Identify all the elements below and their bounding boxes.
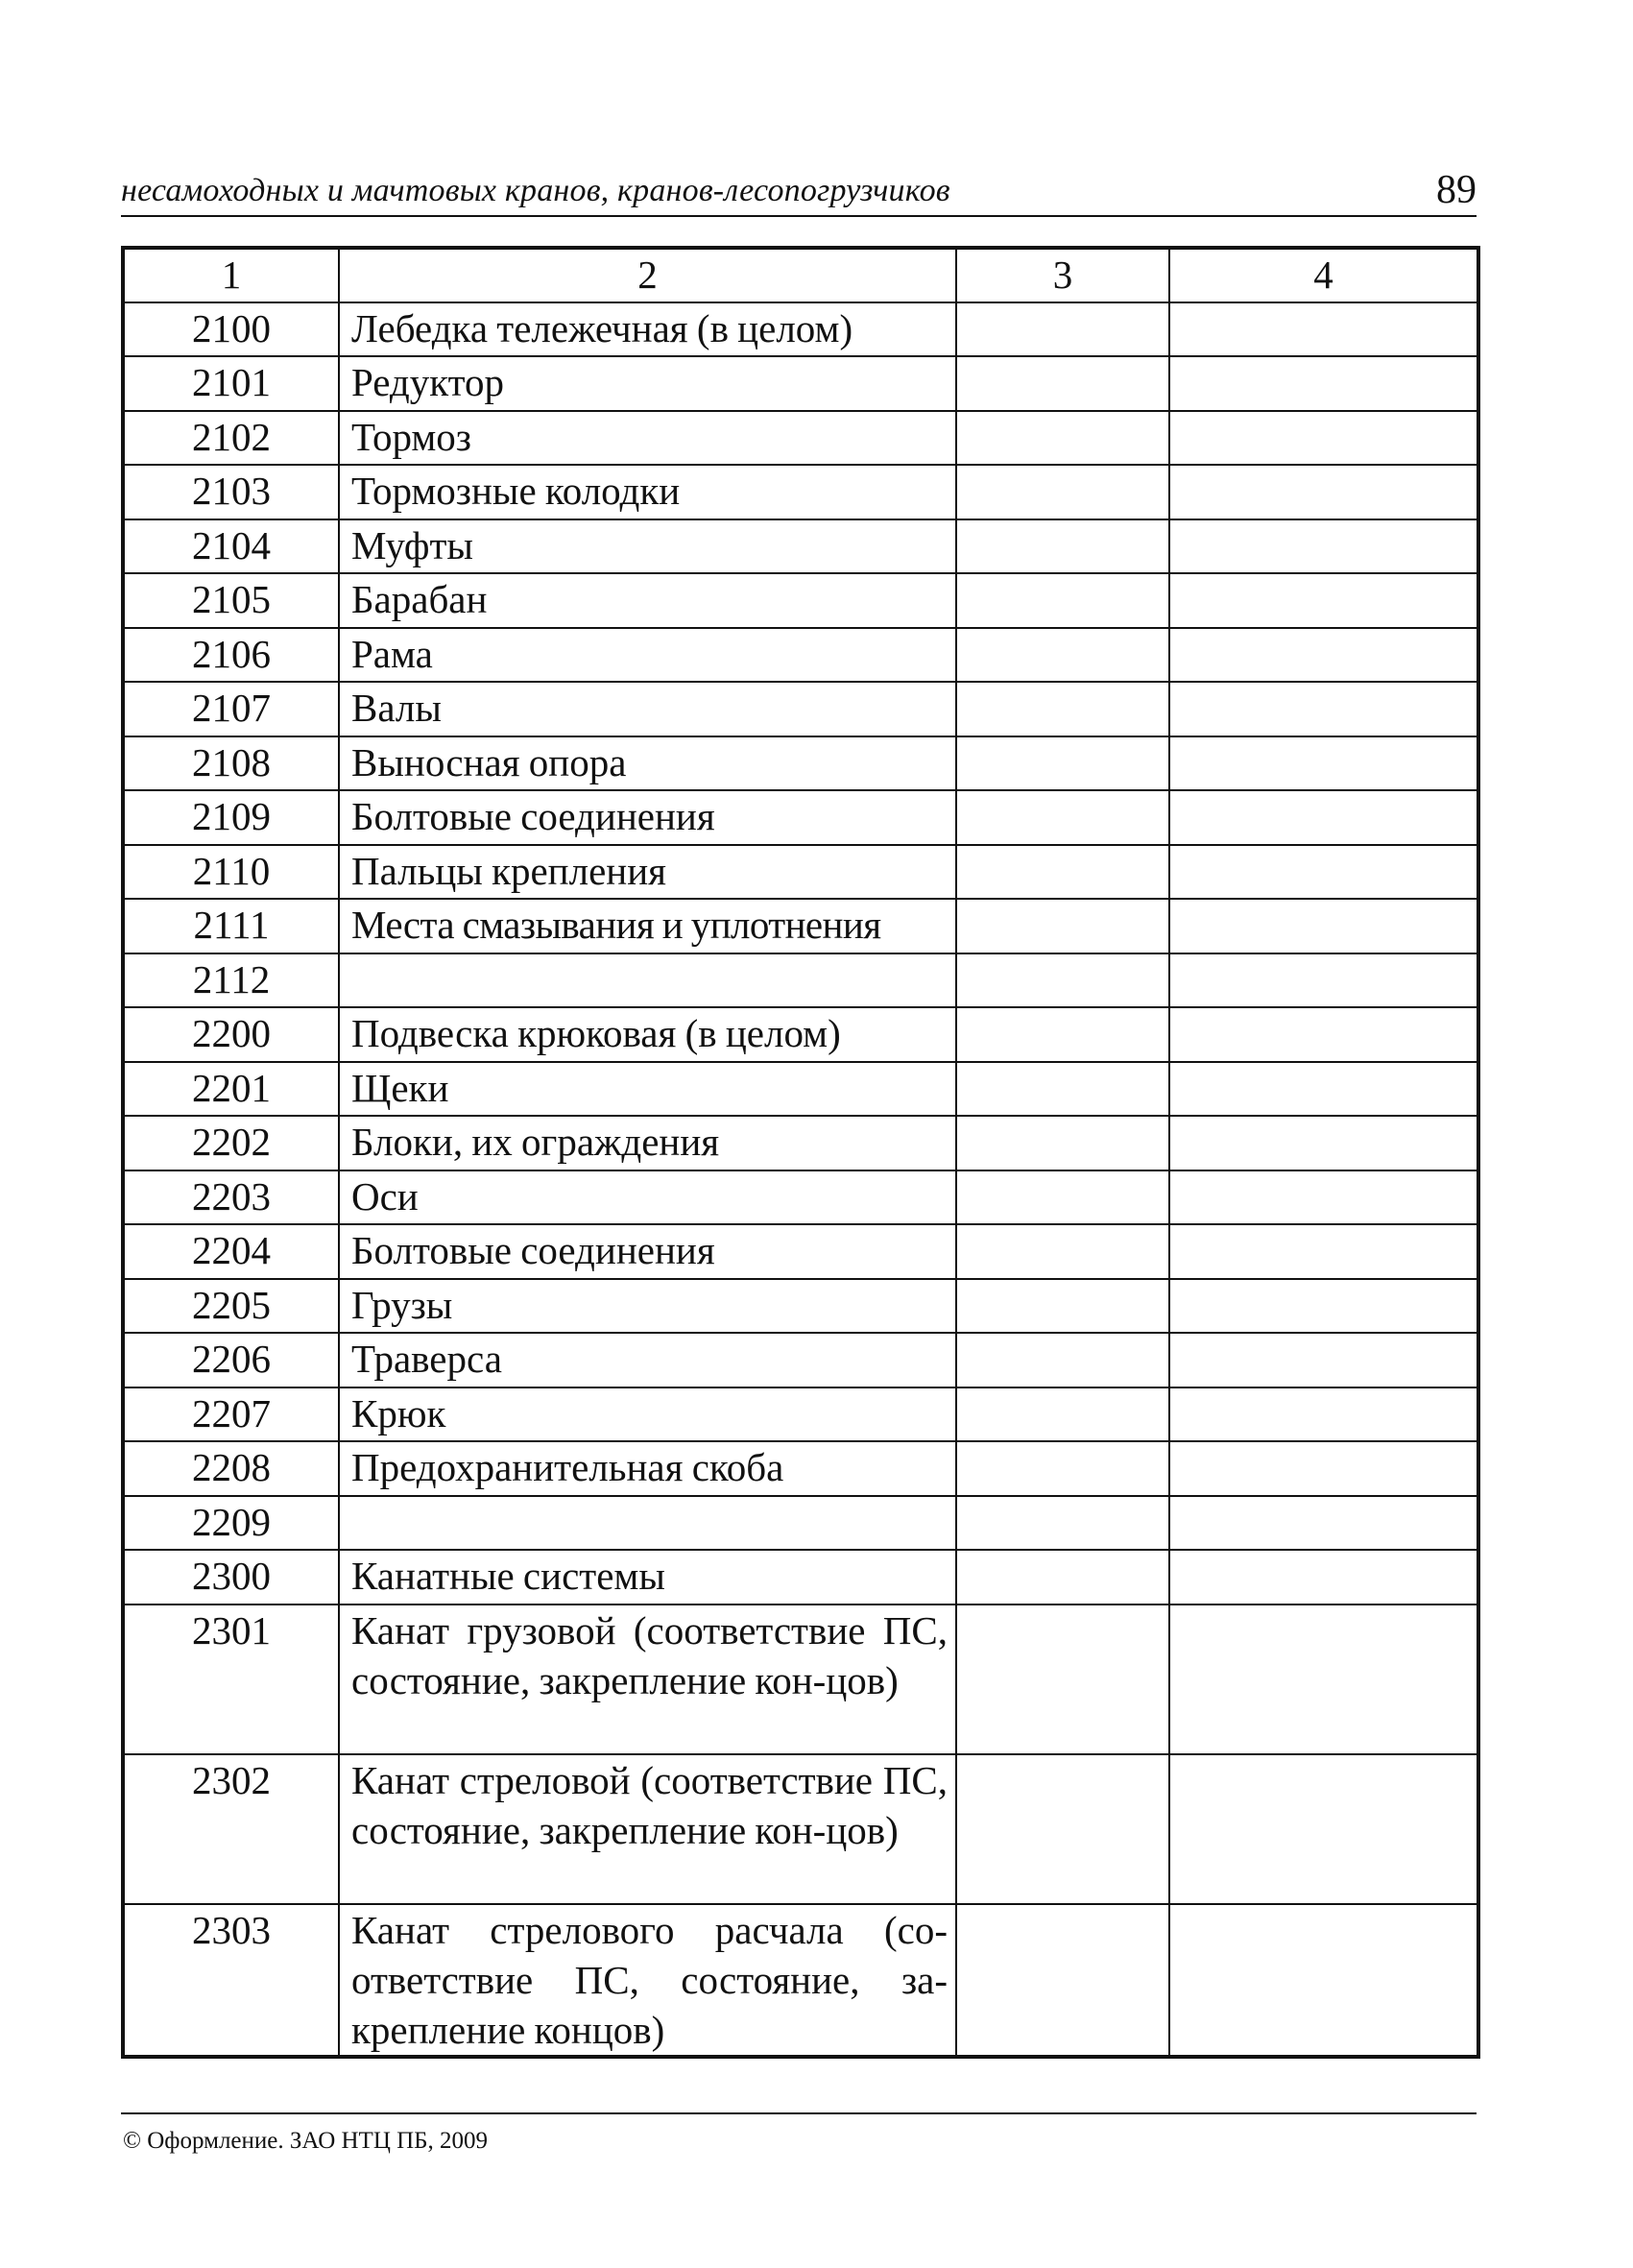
row-code: 2102 [123,411,339,466]
row-col3 [956,953,1169,1008]
row-col4 [1169,1604,1478,1754]
table-row [123,1904,1478,2057]
row-col3 [956,1279,1169,1334]
row-col4 [1169,1754,1478,1904]
table-row [123,845,1478,900]
table-row [123,1441,1478,1496]
row-col4 [1169,356,1478,411]
row-col3 [956,736,1169,791]
row-col4 [1169,573,1478,628]
row-name: Грузы [339,1279,956,1334]
row-code: 2111 [123,899,339,953]
row-name: Валы [339,682,956,736]
table-row [123,1333,1478,1387]
table-row [123,302,1478,357]
row-code: 2208 [123,1441,339,1496]
row-col4 [1169,411,1478,466]
row-col3 [956,1170,1169,1225]
table-row [123,1550,1478,1604]
row-name: Редуктор [339,356,956,411]
column-header-1: 1 [123,248,339,302]
row-code: 2108 [123,736,339,791]
row-name: Тормоз [339,411,956,466]
row-col4 [1169,953,1478,1008]
row-col3 [956,682,1169,736]
table-row [123,1279,1478,1334]
row-name: Крюк [339,1387,956,1442]
row-name: Канат грузовой (соответствие ПС, состояние, закрепление кон-цов) [339,1604,956,1754]
row-name: Места смазывания и уплотнения [339,899,956,953]
row-code: 2204 [123,1224,339,1279]
table-row [123,1387,1478,1442]
row-col4 [1169,682,1478,736]
row-col3 [956,1550,1169,1604]
row-col3 [956,1062,1169,1117]
row-col3 [956,790,1169,845]
row-col3 [956,519,1169,574]
table-row [123,465,1478,519]
row-name [339,1496,956,1551]
row-col3 [956,1604,1169,1754]
table-header-row [123,248,1478,302]
footer-copyright: © Оформление. ЗАО НТЦ ПБ, 2009 [123,2128,489,2154]
row-name: Канат стрелового расчала (со-ответствие ПС, состояние, за-крепление концов) [339,1904,956,2057]
row-code: 2105 [123,573,339,628]
row-col3 [956,1333,1169,1387]
row-col4 [1169,1496,1478,1551]
row-col4 [1169,736,1478,791]
row-code: 2201 [123,1062,339,1117]
row-code: 2203 [123,1170,339,1225]
row-code: 2207 [123,1387,339,1442]
row-name: Муфты [339,519,956,574]
table-row [123,1116,1478,1170]
row-code: 2100 [123,302,339,357]
row-col4 [1169,1170,1478,1225]
row-col3 [956,356,1169,411]
table-row [123,682,1478,736]
row-col3 [956,1904,1169,2057]
row-name: Лебедка тележечная (в целом) [339,302,956,357]
row-name: Рама [339,628,956,683]
table-row [123,736,1478,791]
header-title: несамоходных и мачтовых кранов, кранов-лесопогрузчиков [121,173,950,208]
row-col4 [1169,1116,1478,1170]
row-code: 2106 [123,628,339,683]
row-name: Подвеска крюковая (в целом) [339,1007,956,1062]
row-code: 2202 [123,1116,339,1170]
row-col3 [956,899,1169,953]
page-number: 89 [1436,168,1477,212]
row-code: 2302 [123,1754,339,1904]
row-col4 [1169,790,1478,845]
row-col3 [956,1754,1169,1904]
table-row [123,1496,1478,1551]
table-row [123,573,1478,628]
row-code: 2300 [123,1550,339,1604]
row-code: 2301 [123,1604,339,1754]
table-row [123,953,1478,1008]
row-col3 [956,628,1169,683]
row-name: Траверса [339,1333,956,1387]
row-col4 [1169,465,1478,519]
row-col4 [1169,1279,1478,1334]
row-col3 [956,1007,1169,1062]
row-code: 2101 [123,356,339,411]
row-name: Тормозные колодки [339,465,956,519]
row-col3 [956,1387,1169,1442]
page-header [121,161,1477,217]
row-col4 [1169,1550,1478,1604]
row-col4 [1169,302,1478,357]
row-code: 2206 [123,1333,339,1387]
row-name: Предохранительная скоба [339,1441,956,1496]
table-row [123,519,1478,574]
row-col3 [956,573,1169,628]
row-col3 [956,1224,1169,1279]
row-col4 [1169,899,1478,953]
row-col4 [1169,845,1478,900]
row-col4 [1169,1904,1478,2057]
row-name: Щеки [339,1062,956,1117]
column-header-4: 4 [1169,248,1478,302]
table-row [123,1604,1478,1754]
row-col3 [956,465,1169,519]
row-name [339,953,956,1008]
row-code: 2303 [123,1904,339,2057]
row-name: Выносная опора [339,736,956,791]
row-name: Барабан [339,573,956,628]
table-row [123,1007,1478,1062]
row-code: 2109 [123,790,339,845]
row-name: Оси [339,1170,956,1225]
table-row [123,1062,1478,1117]
row-col3 [956,845,1169,900]
table-row [123,790,1478,845]
row-name: Блоки, их ограждения [339,1116,956,1170]
row-code: 2107 [123,682,339,736]
row-code: 2205 [123,1279,339,1334]
row-code: 2104 [123,519,339,574]
row-code: 2112 [123,953,339,1008]
row-name: Канатные системы [339,1550,956,1604]
row-col4 [1169,1441,1478,1496]
row-code: 2103 [123,465,339,519]
row-col4 [1169,1224,1478,1279]
row-col4 [1169,1387,1478,1442]
page-footer [121,2112,1477,2154]
row-col3 [956,1116,1169,1170]
row-col4 [1169,628,1478,683]
table-row [123,628,1478,683]
inspection-table [121,246,1480,2059]
table-row [123,356,1478,411]
row-col3 [956,302,1169,357]
column-header-3: 3 [956,248,1169,302]
row-name: Болтовые соединения [339,790,956,845]
row-col3 [956,411,1169,466]
row-col4 [1169,1062,1478,1117]
row-col3 [956,1441,1169,1496]
table-row [123,899,1478,953]
row-code: 2209 [123,1496,339,1551]
table-row [123,411,1478,466]
table-row [123,1754,1478,1904]
row-name: Болтовые соединения [339,1224,956,1279]
row-name: Пальцы крепления [339,845,956,900]
row-col3 [956,1496,1169,1551]
row-name: Канат стреловой (соответствие ПС, состояние, закрепление кон-цов) [339,1754,956,1904]
row-code: 2110 [123,845,339,900]
table-row [123,1170,1478,1225]
row-col4 [1169,1333,1478,1387]
row-code: 2200 [123,1007,339,1062]
table-row [123,1224,1478,1279]
row-col4 [1169,519,1478,574]
column-header-2: 2 [339,248,956,302]
row-col4 [1169,1007,1478,1062]
